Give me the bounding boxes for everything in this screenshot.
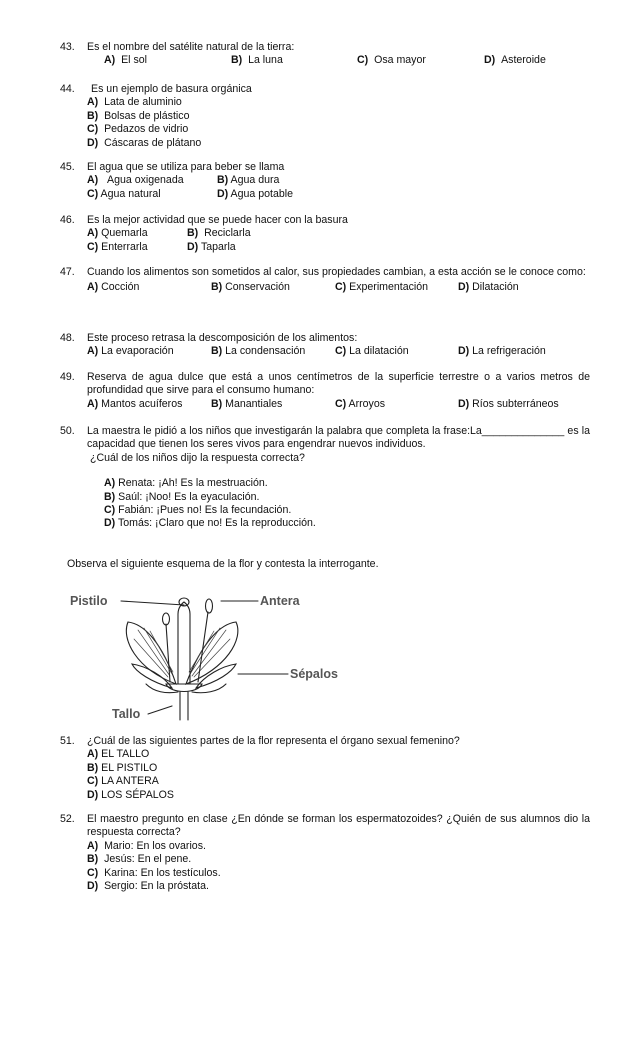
option-b-text: Manantiales xyxy=(225,397,283,410)
question-number: 49. xyxy=(60,371,75,383)
option-b-text: EL PISTILO xyxy=(101,761,158,774)
option-a-letter: A) xyxy=(87,345,99,358)
question-text: El agua que se utiliza para beber se llama xyxy=(87,161,285,173)
pistilo-label: Pistilo xyxy=(70,594,108,608)
option-b-text: Conservación xyxy=(225,281,290,294)
option-d-letter: D) xyxy=(87,788,99,801)
option-a-letter: A) xyxy=(87,397,99,410)
option-d-letter: D) xyxy=(484,54,496,67)
option-c-text: Pedazos de vidrio xyxy=(104,123,189,136)
option-d-text: Ríos subterráneos xyxy=(472,397,559,410)
question-text: Es un ejemplo de basura orgánica xyxy=(91,83,252,95)
option-b-text: La luna xyxy=(248,54,283,67)
sepalos-label: Sépalos xyxy=(290,667,338,681)
question-51 xyxy=(60,735,590,802)
question-number: 52. xyxy=(60,813,75,825)
option-c-text: Osa mayor xyxy=(374,54,426,67)
pistilo-leader-line xyxy=(121,601,184,605)
option-c-letter: C) xyxy=(104,504,116,517)
question-text: La maestra le pidió a los niños que investigarán la palabra que completa la frase:La______________ es la capacidad que tienen los seres vivos para engendrar nuevos individuos. xyxy=(87,425,590,451)
option-a-text: Mario: En los ovarios. xyxy=(104,839,206,852)
option-b-letter: B) xyxy=(87,109,99,122)
option-b-letter: B) xyxy=(87,761,99,774)
option-b-text: Saúl: ¡Noo! Es la eyaculación. xyxy=(118,490,260,503)
option-a-text: Lata de aluminio xyxy=(104,96,182,109)
option-c-text: Arroyos xyxy=(348,397,386,410)
question-number: 48. xyxy=(60,332,75,344)
option-c-letter: C) xyxy=(87,187,99,200)
antera-label: Antera xyxy=(260,594,300,608)
question-50 xyxy=(60,425,590,531)
option-a-text: El sol xyxy=(121,54,147,67)
option-a-letter: A) xyxy=(87,281,99,294)
option-a-letter: A) xyxy=(87,96,99,109)
question-text: Este proceso retrasa la descomposición de los alimentos: xyxy=(87,332,358,344)
option-d-letter: D) xyxy=(87,136,99,149)
option-d-letter: D) xyxy=(217,187,229,200)
option-b-text: Bolsas de plástico xyxy=(104,109,190,122)
option-b-letter: B) xyxy=(217,174,229,187)
right-petal xyxy=(186,622,238,684)
option-a-text: Renata: ¡Ah! Es la mestruación. xyxy=(118,477,268,490)
question-number: 46. xyxy=(60,214,75,226)
question-46 xyxy=(60,214,590,254)
option-b-text: Agua dura xyxy=(230,174,280,187)
anther-left xyxy=(163,613,170,625)
option-a-text: Quemarla xyxy=(101,227,148,240)
option-d-text: Asteroide xyxy=(501,54,546,67)
option-b-letter: B) xyxy=(211,345,223,358)
option-a-letter: A) xyxy=(87,839,99,852)
question-number: 51. xyxy=(60,735,75,747)
question-text: Cuando los alimentos son sometidos al calor, sus propiedades cambian, a esta acción se le conoce como: xyxy=(87,266,586,278)
option-d-text: Tomás: ¡Claro que no! Es la reproducción. xyxy=(117,517,316,530)
option-b-letter: B) xyxy=(231,54,243,67)
tallo-label: Tallo xyxy=(112,707,141,721)
sepal-left-lower xyxy=(146,684,178,693)
option-a-letter: A) xyxy=(87,174,99,187)
option-b-letter: B) xyxy=(211,281,223,294)
option-c-text: Agua natural xyxy=(100,187,161,200)
option-d-text: Sergio: En la próstata. xyxy=(104,880,209,893)
option-d-letter: D) xyxy=(458,281,470,294)
question-52 xyxy=(60,813,590,893)
option-d-text: La refrigeración xyxy=(472,345,546,358)
option-b-letter: B) xyxy=(87,853,99,866)
option-c-text: LA ANTERA xyxy=(101,775,159,788)
question-number: 47. xyxy=(60,266,75,278)
option-c-letter: C) xyxy=(335,281,347,294)
question-text: Es la mejor actividad que se puede hacer con la basura xyxy=(87,214,348,226)
question-number: 43. xyxy=(60,41,75,53)
question-number: 50. xyxy=(60,425,75,437)
question-43 xyxy=(60,41,590,68)
option-d-text: Cáscaras de plátano xyxy=(104,136,202,149)
anther-right xyxy=(206,599,213,613)
figure-instruction: Observa el siguiente esquema de la flor y contesta la interrogante. xyxy=(67,558,379,570)
option-a-letter: A) xyxy=(87,227,99,240)
option-a-letter: A) xyxy=(104,54,116,67)
option-a-text: EL TALLO xyxy=(101,748,150,761)
question-prompt: ¿Cuál de los niños dijo la respuesta correcta? xyxy=(90,451,305,464)
question-number: 44. xyxy=(60,83,75,95)
option-b-letter: B) xyxy=(187,227,199,240)
option-d-letter: D) xyxy=(187,240,199,253)
question-text: ¿Cuál de las siguientes partes de la flor representa el órgano sexual femenino? xyxy=(87,735,460,747)
option-c-letter: C) xyxy=(87,866,99,879)
option-c-text: Fabián: ¡Pues no! Es la fecundación. xyxy=(118,504,292,517)
option-c-text: Karina: En los testículos. xyxy=(104,866,221,879)
flower-diagram-svg xyxy=(66,584,366,724)
option-a-text: Agua oxigenada xyxy=(107,174,184,187)
option-a-letter: A) xyxy=(87,748,99,761)
option-c-letter: C) xyxy=(335,397,347,410)
question-48 xyxy=(60,332,590,359)
question-text: El maestro pregunto en clase ¿En dónde se forman los espermatozoides? ¿Quién de sus alumnos dio la respuesta correcta? xyxy=(87,813,590,839)
option-c-letter: C) xyxy=(357,54,369,67)
option-b-text: La condensación xyxy=(225,345,306,358)
option-c-text: Experimentación xyxy=(349,281,429,294)
question-47 xyxy=(60,266,590,295)
option-c-letter: C) xyxy=(87,775,99,788)
tallo-leader-line xyxy=(148,706,172,714)
option-c-text: La dilatación xyxy=(349,345,409,358)
question-text: Es el nombre del satélite natural de la tierra: xyxy=(87,41,295,53)
flower-stem xyxy=(180,692,188,720)
option-b-text: Jesús: En el pene. xyxy=(104,853,192,866)
option-a-text: Cocción xyxy=(101,281,140,294)
stamen-right xyxy=(198,612,208,682)
option-a-text: Mantos acuíferos xyxy=(101,397,183,410)
question-text: Reserva de agua dulce que está a unos centímetros de la superficie terrestre o a varios metros de profundidad que sirve para el consumo humano: xyxy=(87,371,590,397)
option-b-text: Reciclarla xyxy=(204,227,251,240)
option-d-text: Taparla xyxy=(200,240,236,253)
option-a-letter: A) xyxy=(104,477,116,490)
question-49 xyxy=(60,371,590,411)
option-b-letter: B) xyxy=(211,397,223,410)
option-b-letter: B) xyxy=(104,490,116,503)
question-number: 45. xyxy=(60,161,75,173)
option-d-text: Dilatación xyxy=(472,281,519,294)
option-d-text: LOS SÉPALOS xyxy=(101,788,174,801)
option-c-letter: C) xyxy=(87,123,99,136)
option-d-letter: D) xyxy=(104,517,116,530)
option-c-letter: C) xyxy=(335,345,347,358)
option-d-letter: D) xyxy=(87,880,99,893)
option-d-text: Agua potable xyxy=(230,187,293,200)
question-44 xyxy=(60,83,590,150)
option-c-letter: C) xyxy=(87,240,99,253)
flower-diagram xyxy=(66,584,366,724)
option-d-letter: D) xyxy=(458,397,470,410)
question-45 xyxy=(60,161,590,201)
pistil-shape xyxy=(178,602,190,684)
option-d-letter: D) xyxy=(458,345,470,358)
option-c-text: Enterrarla xyxy=(101,240,148,253)
option-a-text: La evaporación xyxy=(101,345,174,358)
